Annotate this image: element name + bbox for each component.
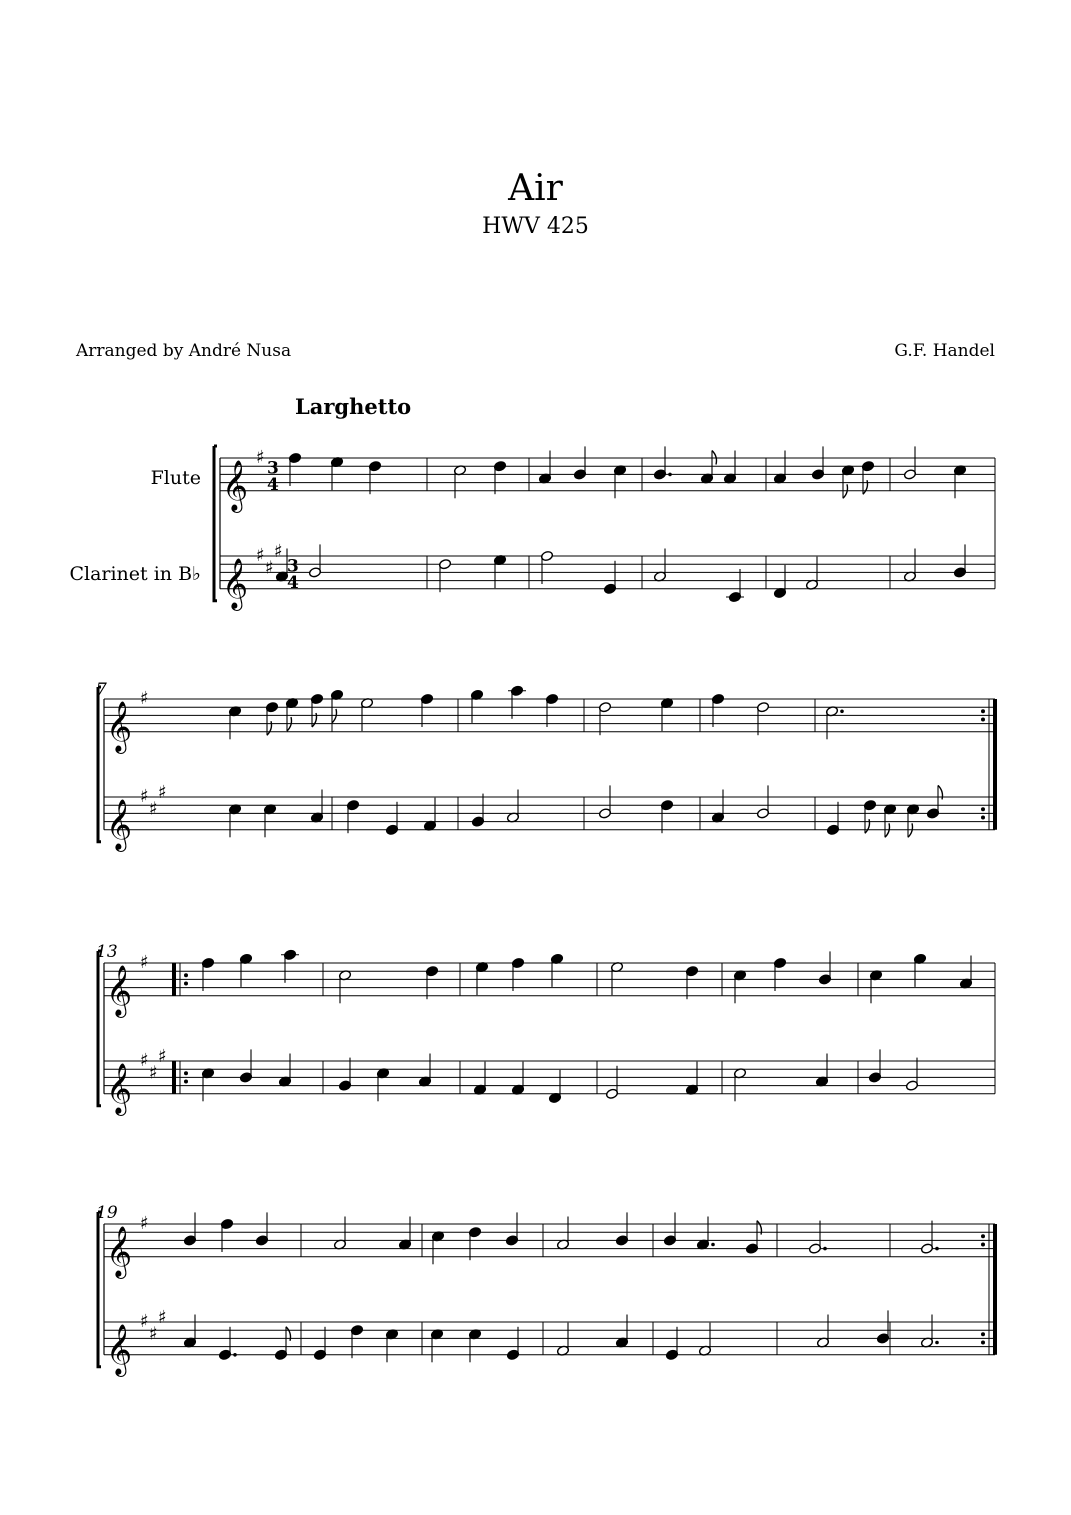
sharp-icon: ♯ xyxy=(149,1323,158,1345)
piece-title: Air xyxy=(508,168,563,209)
sharp-icon: ♯ xyxy=(149,798,158,820)
treble-clef-icon: 𝄞 xyxy=(106,798,133,850)
time-signature-denominator: 4 xyxy=(287,572,299,593)
sharp-icon: ♯ xyxy=(140,786,149,807)
note-dot xyxy=(935,1247,939,1251)
note-dot xyxy=(840,710,844,714)
repeat-dot xyxy=(981,1332,985,1336)
time-signature-numerator: 3 xyxy=(267,458,279,479)
system-3 xyxy=(98,949,995,1106)
system-bracket xyxy=(214,446,217,601)
instrument-label-flute: Flute xyxy=(150,467,201,489)
repeat-dot xyxy=(184,1080,188,1084)
repeat-dot xyxy=(981,1341,985,1345)
sharp-icon: ♯ xyxy=(140,952,149,973)
system-bracket xyxy=(98,1212,101,1367)
repeat-dot xyxy=(981,1243,985,1247)
sharp-icon: ♯ xyxy=(158,1306,167,1328)
tempo-marking: Larghetto xyxy=(295,394,412,419)
system-bracket xyxy=(98,687,101,842)
piece-subtitle: HWV 425 xyxy=(482,214,589,239)
treble-clef-icon: 𝄞 xyxy=(106,1323,133,1375)
sharp-icon: ♯ xyxy=(140,688,149,709)
sharp-icon: ♯ xyxy=(140,1311,149,1332)
sharp-icon: ♯ xyxy=(149,1062,158,1084)
sharp-icon: ♯ xyxy=(140,1213,149,1234)
note-dot xyxy=(233,1353,237,1357)
sharp-icon: ♯ xyxy=(265,557,274,579)
time-signature-numerator: 3 xyxy=(287,556,299,577)
treble-clef-icon: 𝄞 xyxy=(106,1225,133,1277)
system-4 xyxy=(98,1212,995,1367)
sharp-icon: ♯ xyxy=(256,545,265,566)
sharp-icon: ♯ xyxy=(140,1050,149,1071)
repeat-dot xyxy=(981,1234,985,1238)
composer-credit: G.F. Handel xyxy=(894,341,995,361)
repeat-dot xyxy=(184,982,188,986)
treble-clef-icon: 𝄞 xyxy=(106,964,133,1016)
system-2 xyxy=(98,685,995,842)
time-signature-denominator: 4 xyxy=(267,474,279,495)
sharp-icon: ♯ xyxy=(274,540,283,562)
repeat-dot xyxy=(981,816,985,820)
system-1 xyxy=(214,446,995,603)
treble-clef-icon: 𝄞 xyxy=(106,1062,133,1114)
note-dot xyxy=(935,1341,939,1345)
note-dot xyxy=(711,1243,715,1247)
treble-clef-icon: 𝄞 xyxy=(106,700,133,752)
repeat-dot xyxy=(184,1071,188,1075)
arranger-credit: Arranged by André Nusa xyxy=(76,341,292,361)
sharp-icon: ♯ xyxy=(158,781,167,803)
repeat-dot xyxy=(981,709,985,713)
note-dot xyxy=(823,1247,827,1251)
note-dot xyxy=(668,473,672,477)
system-bracket xyxy=(98,951,101,1106)
treble-clef-icon: 𝄞 xyxy=(222,557,249,609)
repeat-dot xyxy=(981,718,985,722)
repeat-dot xyxy=(184,973,188,977)
measure-number-13: 13 xyxy=(96,942,118,962)
sharp-icon: ♯ xyxy=(256,447,265,468)
measure-number-19: 19 xyxy=(96,1203,118,1223)
sharp-icon: ♯ xyxy=(158,1045,167,1067)
measure-number-7: 7 xyxy=(96,680,107,700)
instrument-label-clarinet: Clarinet in B♭ xyxy=(69,563,201,585)
treble-clef-icon: 𝄞 xyxy=(222,459,249,511)
repeat-dot xyxy=(981,807,985,811)
